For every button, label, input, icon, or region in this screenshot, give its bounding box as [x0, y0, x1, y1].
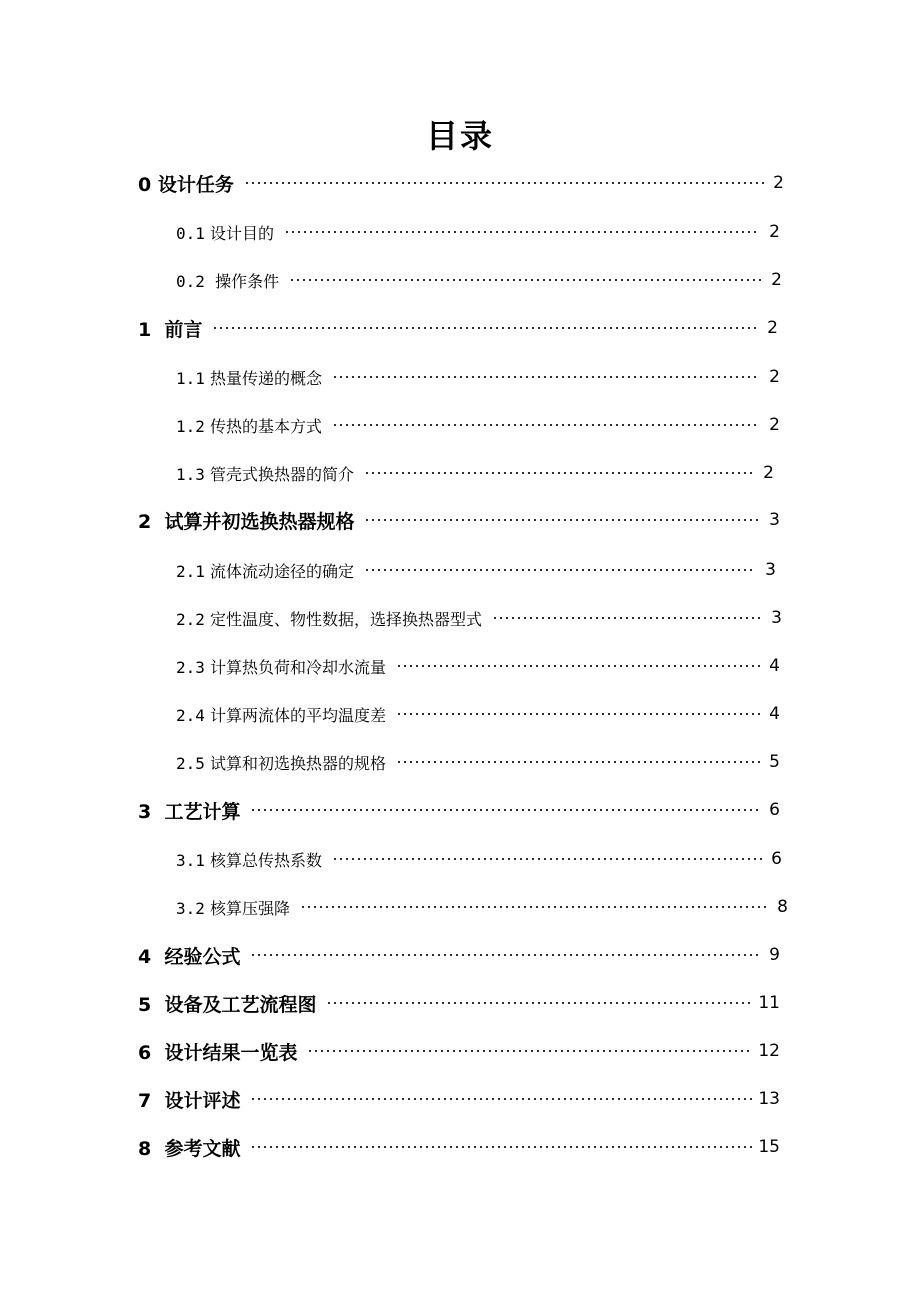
toc-entry[interactable] — [138, 988, 780, 1018]
dot-leader — [284, 231, 760, 233]
toc-page-number: 11 — [758, 993, 780, 1013]
toc-entry[interactable] — [176, 699, 780, 729]
toc-entry[interactable] — [138, 505, 780, 535]
toc-entry-text: 设计目的 — [210, 223, 275, 243]
toc-entry-text: 计算热负荷和冷却水流量 — [210, 657, 387, 677]
toc-entry[interactable] — [138, 1036, 780, 1066]
toc-entry[interactable] — [138, 1084, 780, 1114]
toc-entry[interactable] — [176, 410, 780, 440]
toc-page-number: 2 — [769, 222, 780, 242]
toc-entry-label — [176, 221, 274, 244]
toc-entry-text: 设计评述 — [164, 1089, 241, 1112]
dot-leader — [332, 376, 760, 378]
dot-leader — [250, 1098, 752, 1100]
toc-page-number: 9 — [769, 945, 780, 965]
dot-leader — [364, 569, 756, 571]
toc-entry-text: 传热的基本方式 — [210, 416, 323, 436]
dot-leader — [396, 713, 760, 715]
toc-entry-text: 经验公式 — [164, 945, 241, 968]
toc-entry-label — [176, 462, 354, 485]
dot-leader — [364, 519, 760, 521]
dot-leader — [250, 809, 760, 811]
toc-entry-number: 2.3 — [176, 657, 205, 677]
toc-entry-label — [176, 848, 322, 871]
dot-leader — [396, 665, 760, 667]
toc-entry[interactable] — [138, 795, 780, 825]
toc-entry-number: 2.5 — [176, 753, 205, 773]
toc-page-number: 2 — [767, 318, 778, 338]
toc-entry-text: 操作条件 — [215, 271, 280, 291]
toc-entry[interactable] — [138, 940, 780, 970]
toc-page-number: 8 — [777, 897, 788, 917]
toc-page-number: 3 — [765, 560, 776, 580]
toc-entry-number: 3.1 — [176, 850, 205, 870]
toc-entry-text: 核算压强降 — [210, 898, 291, 918]
toc-entry-label — [138, 942, 240, 969]
dot-leader — [326, 1002, 752, 1004]
toc-entry[interactable] — [176, 555, 776, 585]
toc-entry-number: 0.2 — [176, 271, 205, 291]
toc-page-number: 4 — [769, 704, 780, 724]
toc-page-number: 2 — [769, 367, 780, 387]
toc-entry-text: 前言 — [164, 318, 203, 341]
toc-entry-number: 2.1 — [176, 561, 205, 581]
toc-entry[interactable] — [176, 651, 780, 681]
dot-leader — [289, 279, 762, 281]
toc-page-number: 2 — [773, 173, 784, 193]
toc-entry-label — [138, 507, 354, 534]
toc-entry-number: 1.2 — [176, 416, 205, 436]
toc-entry-number: 2.4 — [176, 705, 205, 725]
dot-leader — [244, 182, 764, 184]
toc-entry[interactable] — [138, 1132, 780, 1162]
toc-entry-number: 0 — [138, 173, 152, 196]
toc-entry[interactable] — [176, 892, 788, 922]
dot-leader — [364, 472, 754, 474]
dot-leader — [212, 327, 758, 329]
toc-entry-label — [138, 797, 240, 824]
toc-entry-number: 6 — [138, 1041, 152, 1064]
toc-page-number: 12 — [758, 1041, 780, 1061]
toc-entry-text: 参考文献 — [164, 1137, 241, 1160]
toc-entry-number: 8 — [138, 1137, 152, 1160]
toc-entry-label — [138, 170, 234, 197]
toc-entry-number: 1.1 — [176, 368, 205, 388]
dot-leader — [492, 617, 762, 619]
toc-entry-number: 2 — [138, 510, 152, 533]
toc-entry-text: 热量传递的概念 — [210, 368, 323, 388]
toc-entry[interactable] — [176, 458, 774, 488]
toc-entry-label — [176, 703, 386, 726]
toc-entry-text: 核算总传热系数 — [210, 850, 323, 870]
toc-entry-label — [138, 1134, 240, 1161]
toc-entry-text: 工艺计算 — [164, 800, 241, 823]
toc-entry-number: 0.1 — [176, 223, 205, 243]
toc-entry[interactable] — [176, 844, 782, 874]
dot-leader — [300, 906, 768, 908]
toc-entry-text: 定性温度、物性数据，选择换热器型式 — [210, 609, 483, 629]
toc-entry-number: 1 — [138, 318, 152, 341]
toc-entry-label — [138, 990, 316, 1017]
toc-entry[interactable] — [176, 265, 782, 295]
toc-entry-label — [138, 1038, 297, 1065]
toc-page-number: 13 — [758, 1089, 780, 1109]
toc-page-number: 2 — [769, 415, 780, 435]
toc-entry-label — [176, 269, 279, 292]
toc-entry-text: 管壳式换热器的简介 — [210, 464, 355, 484]
dot-leader — [307, 1050, 752, 1052]
toc-entry-number: 4 — [138, 945, 152, 968]
toc-entry-number: 1.3 — [176, 464, 205, 484]
toc-entry-text: 设备及工艺流程图 — [164, 993, 317, 1016]
toc-entry-number: 7 — [138, 1089, 152, 1112]
toc-entry-label — [176, 559, 354, 582]
toc-entry[interactable] — [138, 313, 778, 343]
toc-entry-label — [176, 655, 386, 678]
toc-entry-label — [138, 1086, 240, 1113]
toc-entry[interactable] — [176, 362, 780, 392]
toc-entry-label — [176, 607, 482, 630]
toc-entry-label — [176, 896, 290, 919]
toc-page-number: 4 — [769, 656, 780, 676]
toc-page-number: 3 — [771, 608, 782, 628]
dot-leader — [396, 761, 760, 763]
toc-page-number: 5 — [769, 752, 780, 772]
toc-entry-text: 设计任务 — [157, 173, 234, 196]
toc-page-number: 2 — [763, 463, 774, 483]
toc-entry-label — [176, 366, 322, 389]
toc-page-number: 15 — [758, 1137, 780, 1157]
dot-leader — [250, 1146, 752, 1148]
toc-entry-label — [138, 315, 202, 342]
toc-entry-label — [176, 414, 322, 437]
toc-entry-text: 设计结果一览表 — [164, 1041, 298, 1064]
toc-page-number: 3 — [769, 510, 780, 530]
toc-entry-text: 试算和初选换热器的规格 — [210, 753, 387, 773]
toc-entry-number: 3 — [138, 800, 152, 823]
toc-entry-number: 2.2 — [176, 609, 205, 629]
toc-page-number: 6 — [769, 800, 780, 820]
toc-entry[interactable] — [176, 603, 782, 633]
toc-entry[interactable] — [138, 168, 784, 198]
toc-entry-number: 3.2 — [176, 898, 205, 918]
dot-leader — [250, 954, 760, 956]
toc-entry[interactable] — [176, 747, 780, 777]
dot-leader — [332, 858, 762, 860]
toc-entry-number: 5 — [138, 993, 152, 1016]
toc-page-number: 2 — [771, 270, 782, 290]
dot-leader — [332, 424, 760, 426]
toc-page-number: 6 — [771, 849, 782, 869]
page-title: 目录 — [425, 117, 494, 155]
toc-entry-text: 计算两流体的平均温度差 — [210, 705, 387, 725]
toc-entry[interactable] — [176, 217, 780, 247]
toc-entry-text: 试算并初选换热器规格 — [164, 510, 355, 533]
toc-entry-label — [176, 751, 386, 774]
toc-entry-text: 流体流动途径的确定 — [210, 561, 355, 581]
